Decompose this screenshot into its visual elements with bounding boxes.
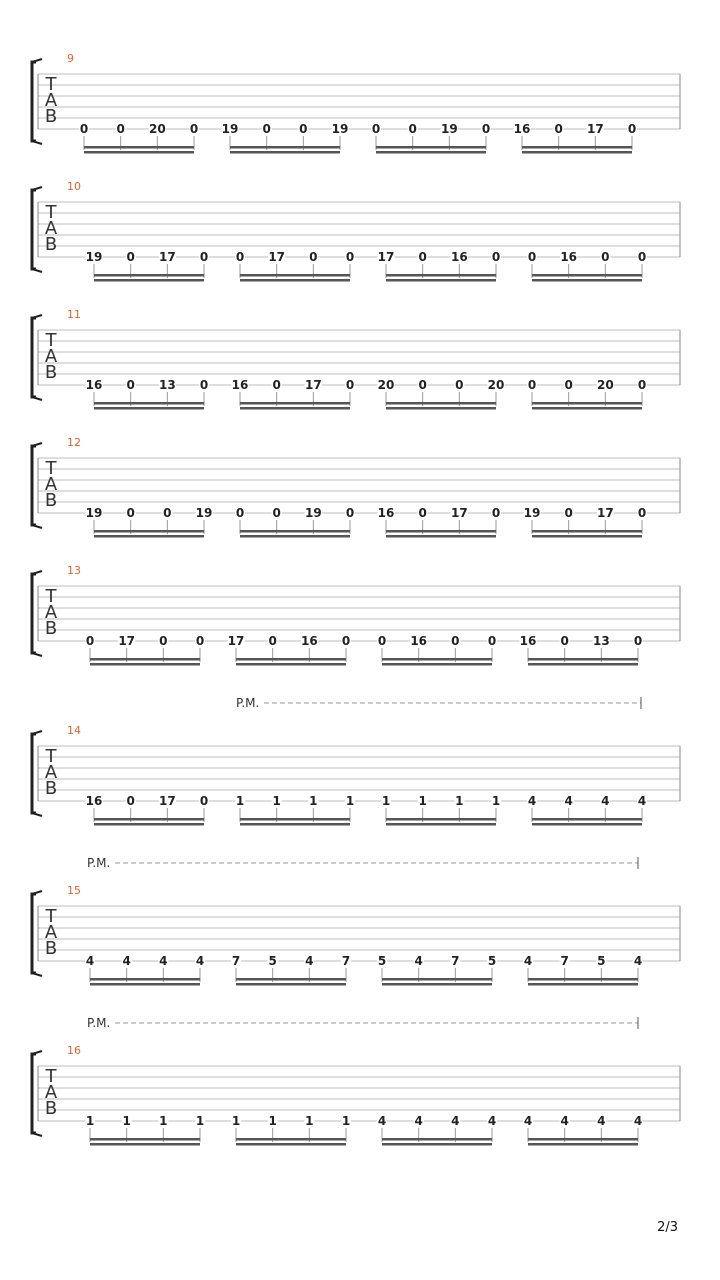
fret-number: 0 bbox=[377, 634, 387, 648]
fret-number: 13 bbox=[592, 634, 610, 648]
tab-clef-letter: B bbox=[44, 106, 58, 127]
beam-primary bbox=[382, 1138, 492, 1141]
fret-number: 0 bbox=[345, 378, 355, 392]
beam-secondary bbox=[230, 151, 340, 154]
fret-number: 4 bbox=[377, 1114, 387, 1128]
measure-number: 15 bbox=[67, 884, 81, 897]
beam-primary bbox=[532, 818, 642, 821]
fret-number: 4 bbox=[527, 794, 537, 808]
beam-secondary bbox=[90, 983, 200, 986]
beam-secondary bbox=[532, 535, 642, 538]
fret-number: 0 bbox=[159, 634, 168, 648]
fret-number: 1 bbox=[195, 1114, 205, 1128]
beam-secondary bbox=[528, 983, 638, 986]
tab-clef-letter: T bbox=[45, 906, 57, 927]
beam-primary bbox=[528, 1138, 638, 1141]
fret-number: 4 bbox=[637, 794, 647, 808]
tab-clef-letter: B bbox=[44, 938, 58, 959]
palm-mute-label: P.M. bbox=[236, 696, 260, 710]
beam-primary bbox=[236, 658, 346, 661]
beam-secondary bbox=[94, 535, 204, 538]
system-bracket bbox=[32, 574, 36, 653]
beam-secondary bbox=[386, 279, 496, 282]
fret-number: 17 bbox=[268, 250, 286, 264]
system-bracket bbox=[32, 734, 36, 813]
fret-number: 4 bbox=[414, 1114, 423, 1128]
fret-number: 17 bbox=[377, 250, 395, 264]
palm-mute-label: P.M. bbox=[87, 856, 111, 870]
fret-number: 20 bbox=[377, 378, 395, 392]
beam-secondary bbox=[386, 823, 496, 826]
fret-number: 19 bbox=[440, 122, 458, 136]
fret-number: 20 bbox=[487, 378, 505, 392]
fret-number: 4 bbox=[560, 1114, 569, 1128]
beam-primary bbox=[240, 818, 350, 821]
fret-number: 4 bbox=[451, 1114, 460, 1128]
beam-secondary bbox=[528, 663, 638, 666]
fret-number: 0 bbox=[527, 250, 537, 264]
measure-number: 10 bbox=[67, 180, 81, 193]
beam-primary bbox=[94, 274, 204, 277]
fret-number: 1 bbox=[268, 1114, 277, 1128]
measure-number: 14 bbox=[67, 724, 81, 737]
beam-primary bbox=[532, 274, 642, 277]
fret-number: 0 bbox=[418, 506, 427, 520]
fret-number: 16 bbox=[450, 250, 468, 264]
fret-number: 4 bbox=[487, 1114, 497, 1128]
beam-secondary bbox=[240, 823, 350, 826]
beam-secondary bbox=[532, 823, 642, 826]
fret-number: 0 bbox=[126, 506, 135, 520]
fret-number: 16 bbox=[85, 794, 103, 808]
fret-number: 0 bbox=[85, 634, 95, 648]
fret-number: 4 bbox=[305, 954, 314, 968]
fret-number: 0 bbox=[272, 506, 281, 520]
beam-primary bbox=[90, 978, 200, 981]
fret-number: 0 bbox=[345, 506, 355, 520]
beam-primary bbox=[528, 978, 638, 981]
fret-number: 0 bbox=[601, 250, 610, 264]
fret-number: 19 bbox=[523, 506, 541, 520]
fret-number: 5 bbox=[597, 954, 606, 968]
fret-number: 1 bbox=[159, 1114, 168, 1128]
beam-primary bbox=[386, 274, 496, 277]
page-number: 2/3 bbox=[657, 1220, 678, 1235]
fret-number: 0 bbox=[116, 122, 125, 136]
system-bracket bbox=[32, 62, 36, 141]
tab-clef-letter: B bbox=[44, 1098, 58, 1119]
tab-clef-letter: B bbox=[44, 234, 58, 255]
system-bracket bbox=[32, 1054, 36, 1133]
measure-number: 12 bbox=[67, 436, 81, 449]
fret-number: 4 bbox=[195, 954, 205, 968]
beam-secondary bbox=[240, 407, 350, 410]
fret-number: 4 bbox=[523, 954, 533, 968]
tab-clef-letter: B bbox=[44, 362, 58, 383]
tab-system-12 bbox=[32, 436, 680, 538]
fret-number: 0 bbox=[491, 250, 501, 264]
fret-number: 0 bbox=[408, 122, 417, 136]
beam-primary bbox=[386, 818, 496, 821]
fret-number: 0 bbox=[371, 122, 381, 136]
fret-number: 1 bbox=[309, 794, 318, 808]
fret-number: 0 bbox=[268, 634, 277, 648]
tab-clef-letter: A bbox=[44, 602, 58, 623]
fret-number: 0 bbox=[554, 122, 563, 136]
system-bracket bbox=[32, 894, 36, 973]
tab-clef-letter: T bbox=[45, 458, 57, 479]
beam-secondary bbox=[528, 1143, 638, 1146]
fret-number: 0 bbox=[627, 122, 637, 136]
fret-number: 16 bbox=[231, 378, 249, 392]
fret-number: 0 bbox=[451, 634, 460, 648]
fret-number: 17 bbox=[227, 634, 245, 648]
fret-number: 4 bbox=[633, 1114, 643, 1128]
beam-primary bbox=[386, 402, 496, 405]
fret-number: 17 bbox=[158, 794, 176, 808]
beam-primary bbox=[236, 978, 346, 981]
tab-clef-letter: T bbox=[45, 586, 57, 607]
beam-primary bbox=[382, 978, 492, 981]
fret-number: 4 bbox=[122, 954, 131, 968]
fret-number: 0 bbox=[560, 634, 569, 648]
fret-number: 16 bbox=[513, 122, 531, 136]
fret-number: 16 bbox=[519, 634, 537, 648]
measure-number: 16 bbox=[67, 1044, 81, 1057]
fret-number: 16 bbox=[410, 634, 428, 648]
tab-clef-letter: A bbox=[44, 922, 58, 943]
fret-number: 1 bbox=[305, 1114, 314, 1128]
tab-system-11 bbox=[32, 308, 680, 410]
beam-secondary bbox=[522, 151, 632, 154]
beam-primary bbox=[90, 658, 200, 661]
fret-number: 19 bbox=[85, 506, 103, 520]
fret-number: 16 bbox=[377, 506, 395, 520]
tab-clef-letter: A bbox=[44, 346, 58, 367]
tab-system-15 bbox=[32, 856, 680, 986]
tab-clef-letter: T bbox=[45, 74, 57, 95]
fret-number: 0 bbox=[262, 122, 271, 136]
fret-number: 0 bbox=[633, 634, 643, 648]
fret-number: 0 bbox=[199, 250, 209, 264]
fret-number: 7 bbox=[341, 954, 351, 968]
fret-number: 0 bbox=[637, 250, 647, 264]
system-bracket bbox=[32, 318, 36, 397]
palm-mute-label: P.M. bbox=[87, 1016, 111, 1030]
fret-number: 1 bbox=[235, 794, 245, 808]
fret-number: 4 bbox=[414, 954, 423, 968]
beam-secondary bbox=[240, 535, 350, 538]
fret-number: 1 bbox=[231, 1114, 241, 1128]
fret-number: 5 bbox=[268, 954, 277, 968]
beam-primary bbox=[386, 530, 496, 533]
fret-number: 0 bbox=[163, 506, 172, 520]
fret-number: 1 bbox=[491, 794, 501, 808]
beam-primary bbox=[528, 658, 638, 661]
fret-number: 7 bbox=[231, 954, 241, 968]
beam-secondary bbox=[90, 663, 200, 666]
fret-number: 17 bbox=[304, 378, 322, 392]
tab-clef-letter: A bbox=[44, 474, 58, 495]
beam-primary bbox=[382, 658, 492, 661]
fret-number: 13 bbox=[158, 378, 176, 392]
fret-number: 20 bbox=[148, 122, 166, 136]
fret-number: 1 bbox=[455, 794, 464, 808]
fret-number: 0 bbox=[299, 122, 308, 136]
fret-number: 0 bbox=[487, 634, 497, 648]
beam-primary bbox=[90, 1138, 200, 1141]
fret-number: 0 bbox=[126, 794, 135, 808]
beam-primary bbox=[94, 818, 204, 821]
fret-number: 0 bbox=[418, 250, 427, 264]
fret-number: 17 bbox=[450, 506, 468, 520]
beam-primary bbox=[84, 146, 194, 149]
fret-number: 4 bbox=[597, 1114, 606, 1128]
tab-clef-letter: T bbox=[45, 746, 57, 767]
fret-number: 19 bbox=[85, 250, 103, 264]
fret-number: 0 bbox=[527, 378, 537, 392]
fret-number: 0 bbox=[235, 506, 245, 520]
fret-number: 0 bbox=[189, 122, 199, 136]
fret-number: 19 bbox=[331, 122, 349, 136]
beam-secondary bbox=[376, 151, 486, 154]
fret-number: 19 bbox=[195, 506, 213, 520]
fret-number: 1 bbox=[272, 794, 281, 808]
fret-number: 0 bbox=[491, 506, 501, 520]
system-bracket bbox=[32, 190, 36, 269]
beam-secondary bbox=[236, 983, 346, 986]
beam-secondary bbox=[90, 1143, 200, 1146]
fret-number: 1 bbox=[345, 794, 355, 808]
fret-number: 0 bbox=[564, 378, 573, 392]
beam-secondary bbox=[532, 279, 642, 282]
beam-secondary bbox=[382, 663, 492, 666]
tab-clef-letter: T bbox=[45, 202, 57, 223]
fret-number: 0 bbox=[235, 250, 245, 264]
beam-primary bbox=[532, 402, 642, 405]
fret-number: 0 bbox=[199, 378, 209, 392]
fret-number: 0 bbox=[345, 250, 355, 264]
fret-number: 4 bbox=[523, 1114, 533, 1128]
fret-number: 0 bbox=[79, 122, 89, 136]
tab-clef-letter: A bbox=[44, 90, 58, 111]
fret-number: 0 bbox=[455, 378, 464, 392]
beam-primary bbox=[376, 146, 486, 149]
fret-number: 0 bbox=[637, 506, 647, 520]
beam-secondary bbox=[94, 823, 204, 826]
tab-clef-letter: B bbox=[44, 618, 58, 639]
tab-system-16 bbox=[32, 1016, 680, 1146]
beam-primary bbox=[94, 530, 204, 533]
beam-primary bbox=[522, 146, 632, 149]
fret-number: 16 bbox=[560, 250, 578, 264]
fret-number: 19 bbox=[304, 506, 322, 520]
fret-number: 0 bbox=[637, 378, 647, 392]
fret-number: 4 bbox=[633, 954, 643, 968]
fret-number: 17 bbox=[596, 506, 614, 520]
beam-primary bbox=[94, 402, 204, 405]
fret-number: 7 bbox=[560, 954, 569, 968]
beam-secondary bbox=[94, 407, 204, 410]
fret-number: 0 bbox=[418, 378, 427, 392]
tab-clef-letter: A bbox=[44, 1082, 58, 1103]
fret-number: 0 bbox=[341, 634, 351, 648]
beam-secondary bbox=[94, 279, 204, 282]
fret-number: 0 bbox=[564, 506, 573, 520]
beam-secondary bbox=[386, 407, 496, 410]
measure-number: 11 bbox=[67, 308, 81, 321]
fret-number: 0 bbox=[195, 634, 205, 648]
beam-primary bbox=[240, 402, 350, 405]
fret-number: 1 bbox=[122, 1114, 131, 1128]
fret-number: 1 bbox=[381, 794, 391, 808]
tab-clef-letter: A bbox=[44, 218, 58, 239]
fret-number: 16 bbox=[85, 378, 103, 392]
tab-clef-letter: T bbox=[45, 1066, 57, 1087]
tab-clef-letter: B bbox=[44, 778, 58, 799]
fret-number: 17 bbox=[586, 122, 604, 136]
system-bracket bbox=[32, 446, 36, 525]
tab-clef-letter: T bbox=[45, 330, 57, 351]
fret-number: 0 bbox=[126, 250, 135, 264]
beam-primary bbox=[236, 1138, 346, 1141]
fret-number: 4 bbox=[159, 954, 168, 968]
fret-number: 0 bbox=[126, 378, 135, 392]
beam-secondary bbox=[236, 1143, 346, 1146]
fret-number: 0 bbox=[272, 378, 281, 392]
beam-secondary bbox=[240, 279, 350, 282]
measure-number: 13 bbox=[67, 564, 81, 577]
fret-number: 17 bbox=[118, 634, 136, 648]
tab-system-14 bbox=[32, 696, 680, 826]
beam-secondary bbox=[382, 983, 492, 986]
beam-primary bbox=[532, 530, 642, 533]
tab-clef-letter: A bbox=[44, 762, 58, 783]
fret-number: 1 bbox=[418, 794, 427, 808]
fret-number: 7 bbox=[451, 954, 460, 968]
beam-secondary bbox=[386, 535, 496, 538]
fret-number: 1 bbox=[341, 1114, 351, 1128]
beam-secondary bbox=[84, 151, 194, 154]
beam-primary bbox=[240, 274, 350, 277]
tab-system-13 bbox=[32, 564, 680, 666]
fret-number: 0 bbox=[309, 250, 318, 264]
fret-number: 4 bbox=[85, 954, 95, 968]
tab-system-9 bbox=[32, 52, 680, 154]
fret-number: 0 bbox=[199, 794, 209, 808]
measure-number: 9 bbox=[67, 52, 74, 65]
beam-primary bbox=[240, 530, 350, 533]
fret-number: 16 bbox=[300, 634, 318, 648]
fret-number: 1 bbox=[85, 1114, 95, 1128]
fret-number: 0 bbox=[481, 122, 491, 136]
fret-number: 5 bbox=[377, 954, 387, 968]
tab-system-10 bbox=[32, 180, 680, 282]
fret-number: 19 bbox=[221, 122, 239, 136]
fret-number: 4 bbox=[564, 794, 573, 808]
fret-number: 5 bbox=[487, 954, 497, 968]
fret-number: 17 bbox=[158, 250, 176, 264]
fret-number: 4 bbox=[601, 794, 610, 808]
beam-primary bbox=[230, 146, 340, 149]
tab-clef-letter: B bbox=[44, 490, 58, 511]
beam-secondary bbox=[236, 663, 346, 666]
beam-secondary bbox=[532, 407, 642, 410]
beam-secondary bbox=[382, 1143, 492, 1146]
fret-number: 20 bbox=[596, 378, 614, 392]
